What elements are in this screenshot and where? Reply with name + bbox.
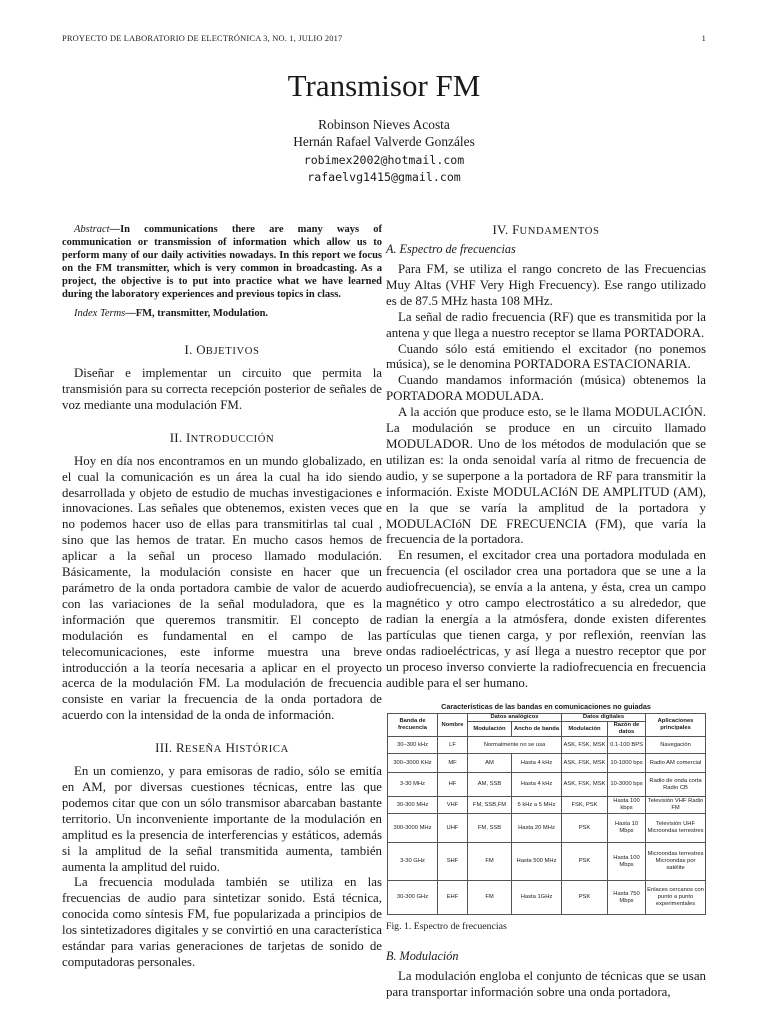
paragraph: La señal de radio frecuencia (RF) que es transmitida por la antena y que llega a nuestro receptor se llama PORTADORA.	[386, 309, 706, 340]
author-email: robimex2002@hotmail.com	[303, 153, 465, 167]
table-cell: FM, SSB,FM	[468, 797, 512, 814]
table-cell: VHF	[438, 797, 468, 814]
table-row	[388, 737, 706, 754]
section-heading-fundamentos	[386, 223, 706, 238]
section-rest: BJETIVOS	[205, 346, 260, 357]
paragraph: En resumen, el excitador crea una portadora modulada en frecuencia (el oscilador crea una portadora que se une a la audiofrecuencia), se envía a la antena, y ésta, crea un campo magnético y otro campo electrostático a su alrededor, que radian la energía a la atmósfera, donde existen diferentes partículas que tienen carga, y por reflexión, reenvían las ondas radioeléctricas, y así llega a nuestro receptor que por un proceso inverso convierte la radiofrecuencia en frecuencia audible para el ser humano.	[386, 548, 706, 690]
paragraph: Cuando mandamos información (música) obtenemos la PORTADORA MODULADA.	[386, 373, 706, 404]
table-cell: Hasta 500 MHz	[512, 843, 562, 881]
section-initial: F	[512, 223, 520, 237]
table-title: Características de las bandas en comunicaciones no guiadas	[441, 702, 651, 712]
author-email: rafaelvg1415@gmail.com	[307, 170, 461, 184]
subsection-heading: A. Espectro de frecuencias	[386, 242, 516, 256]
paragraph: Cuando sólo está emitiendo el excitador (no ponemos música), se le denomina PORTADORA ESTACIONARIA.	[386, 341, 706, 372]
table-cell: FM	[468, 881, 512, 915]
table-cell: 30-300 GHz	[388, 881, 438, 915]
table-header-cell: Nombre	[438, 714, 468, 737]
table-header-cell: Modulación	[562, 722, 608, 737]
table-cell: Hasta 10 Mbps	[608, 814, 646, 843]
section-number: II.	[169, 430, 183, 445]
table-header-cell: Banda de frecuencia	[388, 714, 438, 737]
table-cell: Hasta 100 Mbps	[608, 843, 646, 881]
table-cell: UHF	[438, 814, 468, 843]
table-cell: HF	[438, 773, 468, 797]
table-group-header: Datos analógicos	[468, 714, 562, 722]
table-row	[388, 773, 706, 797]
table-cell: 300-3000 MHz	[388, 814, 438, 843]
table-cell: ASK, FSK, MSK	[562, 754, 608, 773]
paragraph: La modulación engloba el conjunto de técnicas que se usan para transportar información sobre una onda portadora,	[386, 969, 706, 1000]
right-column	[386, 223, 706, 1001]
table-cell: Radio AM comercial	[646, 754, 706, 773]
paper-title: Transmisor FM	[287, 68, 481, 103]
table-cell: 5 kHz a 5 MHz	[512, 797, 562, 814]
index-terms-label: Index Terms	[74, 308, 126, 319]
section-initial: O	[196, 343, 206, 357]
table-cell: 30-300 MHz	[388, 797, 438, 814]
section-heading-introduccion	[62, 431, 382, 446]
table-cell: 0.1-100 BPS	[608, 737, 646, 754]
section-heading-objetivos	[62, 343, 382, 358]
section-initial: I	[185, 430, 191, 445]
table-header-cell: Aplicaciones principales	[646, 714, 706, 737]
table-cell: Televisión VHF Radio FM	[646, 797, 706, 814]
table-cell: Hasta 20 MHz	[512, 814, 562, 843]
paragraph: Para FM, se utiliza el rango concreto de las Frecuencias Muy Altas (VHF Very High Frecuency). Ese rango utilizado es de 87.5 MHz hasta 108 MHz.	[386, 262, 706, 308]
abstract	[62, 223, 382, 301]
table-row	[388, 814, 706, 843]
table-cell: Normalmente no se usa	[468, 737, 562, 754]
table-cell: EHF	[438, 881, 468, 915]
index-terms-text: —FM, transmitter, Modulation.	[125, 308, 269, 319]
section-initial: R	[176, 741, 185, 756]
table-cell: FM, SSB	[468, 814, 512, 843]
table-row	[388, 881, 706, 915]
subsection-heading: B. Modulación	[386, 949, 459, 964]
table-cell: Televisión UHF Microondas terrestres	[646, 814, 706, 843]
table-cell: Radio de onda corta Radio CB	[646, 773, 706, 797]
section-rest: ISTÓRICA	[235, 744, 289, 756]
table-cell: Navegación	[646, 737, 706, 754]
section-initial: H	[225, 741, 236, 756]
author-list	[0, 116, 768, 150]
paragraph: La frecuencia modulada también se utiliza en las frecuencias de audio para sintetizar sonido. Está técnica, conocida como síntesis FM, fue popularizada a principios de los sintetizadores digitales y se convirtió en una característica estándar para varias generaciones de tarjetas de sonido de computadoras personales.	[62, 875, 382, 969]
paragraph: Diseñar e implementar un circuito que permita la transmisión para su correcta recepción posterior de señales de voz mediante una modulación FM.	[62, 366, 382, 412]
table-cell: FM	[468, 843, 512, 881]
section-number: IV.	[492, 223, 509, 237]
author-name: Hernán Rafael Valverde Gonzáles	[293, 134, 475, 149]
table-cell: PSK	[562, 814, 608, 843]
table-group-header-row	[388, 714, 706, 722]
figure-caption: Fig. 1. Espectro de frecuencias	[386, 921, 507, 933]
table-cell: MF	[438, 754, 468, 773]
email-list	[0, 152, 768, 186]
table-cell: AM, SSB	[468, 773, 512, 797]
table-cell: 3-30 GHz	[388, 843, 438, 881]
table-cell: PSK	[562, 881, 608, 915]
table-cell: Hasta 4 kHz	[512, 773, 562, 797]
table-cell: Hasta 100 kbps	[608, 797, 646, 814]
table-header-cell: Modulación	[468, 722, 512, 737]
section-number: III.	[155, 741, 173, 756]
bands-table	[387, 713, 706, 915]
table-cell: PSK	[562, 843, 608, 881]
table-cell: Hasta 1GHz	[512, 881, 562, 915]
section-rest: ESEÑA	[184, 744, 223, 756]
section-number: I.	[184, 343, 193, 357]
table-cell: LF	[438, 737, 468, 754]
running-title: PROYECTO DE LABORATORIO DE ELECTRÓNICA 3, NO. 1, JULIO 2017	[62, 34, 343, 43]
table-cell: Microondas terrestres Microondas por satélite	[646, 843, 706, 881]
left-column	[62, 223, 382, 971]
table-cell: 10-3000 bps	[608, 773, 646, 797]
section-rest: NTRODUCCIÓN	[190, 433, 275, 445]
table-group-header: Datos digitales	[562, 714, 646, 722]
table-cell: SHF	[438, 843, 468, 881]
paragraph: Hoy en día nos encontramos en un mundo globalizado, en el cual la comunicación es un área la cual ha ido siendo desarrollada y objeto de estudio de muchas investigaciones e innovaciones. Las señales que obtenemos, existen veces que no podemos hacer uso de ellas para transmitirlas tal cual , sino que las hemos de tratar. En mucho casos hemos de aplicar a la señal un proceso llamado modulación. Básicamente, la modulación consiste en hacer que un parámetro de la onda portadora cambie de valor de acuerdo con las variaciones de la señal moduladora, que es la información que queremos transmitir. El concepto de modulación es fundamental en el campo de las telecomunicaciones, este informe muestra una breve introducción a la teoría necesaria a aplicar en el proyecto acerca de la modulación FM. La modulación de frecuencia consiste en variar la frecuencia de la onda portadora de acuerdo con la intensidad de la onda de información.	[62, 453, 382, 723]
paragraph: En un comienzo, y para emisoras de radio, sólo se emitía en AM, por diversas cuestiones técnicas, entre las que podemos citar que con un sólo transmisor abarcaban bastante territorio. Un inconveniente importante de la modulación en amplitud es la presencia de interferencias y estáticos, además si la amplitud de la señal transmitida aumenta, también aumenta la amplitud del ruido.	[62, 764, 382, 874]
table-header-cell: Razón de datos	[608, 722, 646, 737]
table-cell: ASK, FSK, MSK	[562, 737, 608, 754]
page-number: 1	[701, 34, 706, 43]
table-cell: AM	[468, 754, 512, 773]
table-cell: FSK, PSK	[562, 797, 608, 814]
table-cell: 10-1000 bps	[608, 754, 646, 773]
running-header	[62, 34, 706, 43]
table-cell: Hasta 4 kHz	[512, 754, 562, 773]
figure-frequency-spectrum	[386, 702, 706, 932]
table-header-cell: Ancho de banda	[512, 722, 562, 737]
table-cell: ASK, FSK, MSK	[562, 773, 608, 797]
author-name: Robinson Nieves Acosta	[318, 117, 450, 132]
section-rest: UNDAMENTOS	[519, 226, 600, 237]
abstract-label: Abstract	[74, 224, 110, 235]
abstract-text: —In communications there are many ways of communication or transmission of information which allow us to perform many of our daily activities nowadays. In this report we focus on the FM transmitter, which is very common in broadcasting. As a project, the objective is to put into practice what we have learned during the laboratory experiences and previous topics in class.	[62, 224, 382, 300]
table-row	[388, 797, 706, 814]
table-cell: Enlaces cercanos con punto a punto experimentales	[646, 881, 706, 915]
table-cell: 30–300 kHz	[388, 737, 438, 754]
table-cell: 3-30 MHz	[388, 773, 438, 797]
table-row	[388, 754, 706, 773]
section-heading-resena-historica	[62, 741, 382, 756]
paragraph: A la acción que produce esto, se le llama MODULACIÓN. La modulación se produce en un circuito llamado MODULADOR. Uno de los métodos de modulación que se utilizan es: la onda senoidal varía al ritmo de frecuencia de audio, y se superpone a la portadora de RF para transmitir la información. Existe MODULACIóN DE AMPLITUD (AM), en la que se varía la amplitud de la portadora y MODULACIóN DE FRECUENCIA (FM), que varía la frecuencia de la portadora.	[386, 405, 706, 547]
index-terms	[62, 307, 382, 320]
table-row	[388, 843, 706, 881]
table-cell: Hasta 750 Mbps	[608, 881, 646, 915]
table-cell: 300–3000 KHz	[388, 754, 438, 773]
